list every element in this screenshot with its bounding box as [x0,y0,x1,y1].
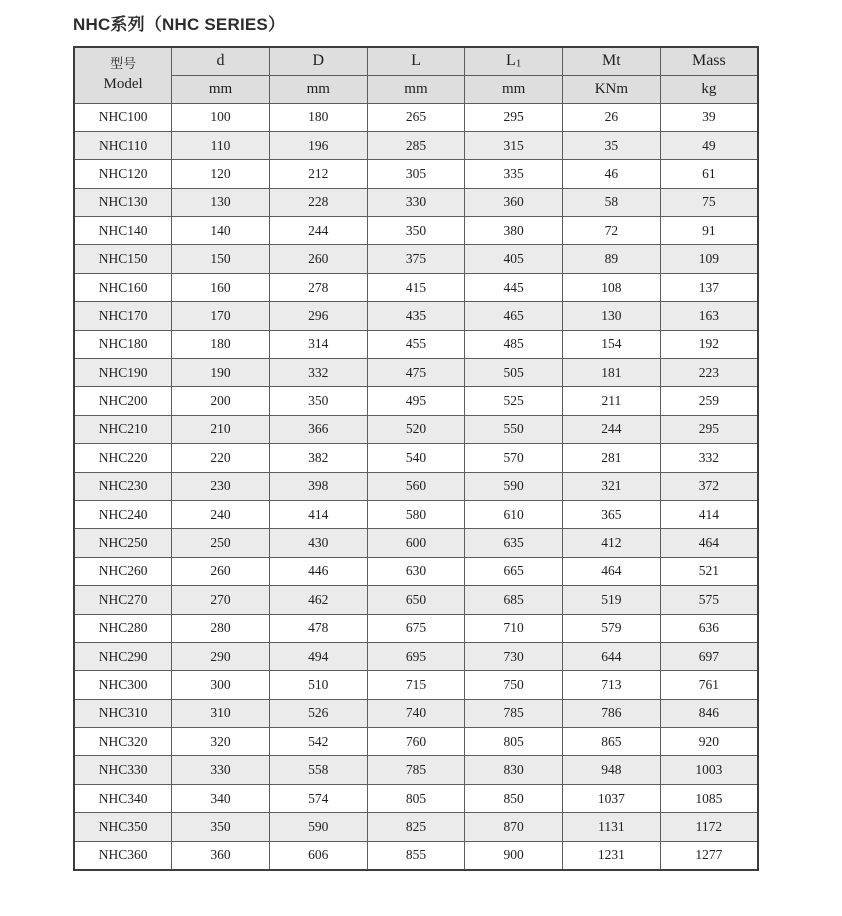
header-col-label: D [312,52,325,70]
model-cell: NHC300 [74,671,172,699]
value-cell: 382 [269,444,367,472]
value-cell: 635 [465,529,563,557]
value-cell: 110 [172,131,270,159]
header-col-label: d [216,52,225,70]
value-cell: 494 [269,642,367,670]
value-cell: 61 [660,160,758,188]
header-col-d [172,47,270,75]
table-row [74,841,758,869]
model-cell: NHC240 [74,500,172,528]
value-cell: 350 [172,813,270,841]
value-cell: 900 [465,841,563,869]
value-cell: 1131 [563,813,661,841]
table-row [74,586,758,614]
value-cell: 108 [563,273,661,301]
model-cell: NHC330 [74,756,172,784]
value-cell: 580 [367,500,465,528]
value-cell: 846 [660,699,758,727]
value-cell: 335 [465,160,563,188]
value-cell: 805 [465,728,563,756]
value-cell: 130 [172,188,270,216]
header-col-label: L [411,52,421,70]
header-col-mass [660,47,758,75]
model-cell: NHC130 [74,188,172,216]
value-cell: 280 [172,614,270,642]
table-row [74,444,758,472]
value-cell: 685 [465,586,563,614]
value-cell: 320 [172,728,270,756]
value-cell: 600 [367,529,465,557]
model-cell: NHC190 [74,359,172,387]
value-cell: 265 [367,103,465,131]
nhc-spec-table [73,46,759,871]
value-cell: 1085 [660,784,758,812]
table-row [74,245,758,273]
model-cell: NHC350 [74,813,172,841]
value-cell: 785 [465,699,563,727]
value-cell: 644 [563,642,661,670]
value-cell: 321 [563,472,661,500]
value-cell: 332 [269,359,367,387]
model-cell: NHC320 [74,728,172,756]
value-cell: 154 [563,330,661,358]
table-row [74,302,758,330]
value-cell: 278 [269,273,367,301]
value-cell: 855 [367,841,465,869]
value-cell: 606 [269,841,367,869]
value-cell: 244 [563,415,661,443]
value-cell: 305 [367,160,465,188]
value-cell: 244 [269,217,367,245]
table-row [74,557,758,585]
header-col-label: Mass [691,52,726,70]
value-cell: 786 [563,699,661,727]
model-cell: NHC250 [74,529,172,557]
value-cell: 695 [367,642,465,670]
header-col-label: L [506,52,516,70]
value-cell: 570 [465,444,563,472]
table-row [74,330,758,358]
table-row [74,784,758,812]
value-cell: 380 [465,217,563,245]
value-cell: 360 [465,188,563,216]
value-cell: 360 [172,841,270,869]
model-cell: NHC170 [74,302,172,330]
value-cell: 464 [563,557,661,585]
value-cell: 575 [660,586,758,614]
table-row [74,188,758,216]
value-cell: 1172 [660,813,758,841]
header-unit-l1: mm [465,75,563,103]
value-cell: 109 [660,245,758,273]
value-cell: 1003 [660,756,758,784]
value-cell: 446 [269,557,367,585]
table-row [74,387,758,415]
value-cell: 270 [172,586,270,614]
value-cell: 715 [367,671,465,699]
value-cell: 462 [269,586,367,614]
value-cell: 332 [660,444,758,472]
value-cell: 120 [172,160,270,188]
value-cell: 196 [269,131,367,159]
value-cell: 314 [269,330,367,358]
value-cell: 180 [269,103,367,131]
value-cell: 100 [172,103,270,131]
value-cell: 285 [367,131,465,159]
value-cell: 230 [172,472,270,500]
table-row [74,103,758,131]
value-cell: 250 [172,529,270,557]
value-cell: 574 [269,784,367,812]
value-cell: 761 [660,671,758,699]
value-cell: 290 [172,642,270,670]
value-cell: 281 [563,444,661,472]
value-cell: 730 [465,642,563,670]
value-cell: 260 [269,245,367,273]
value-cell: 805 [367,784,465,812]
model-cell: NHC210 [74,415,172,443]
model-cell: NHC110 [74,131,172,159]
value-cell: 521 [660,557,758,585]
value-cell: 211 [563,387,661,415]
table-row [74,415,758,443]
table-header [74,47,758,103]
value-cell: 330 [367,188,465,216]
value-cell: 590 [269,813,367,841]
value-cell: 150 [172,245,270,273]
header-model-cn: 型号 [110,55,137,71]
value-cell: 455 [367,330,465,358]
value-cell: 650 [367,586,465,614]
value-cell: 550 [465,415,563,443]
value-cell: 948 [563,756,661,784]
value-cell: 1037 [563,784,661,812]
value-cell: 414 [269,500,367,528]
value-cell: 560 [367,472,465,500]
header-col-subscript: 1 [515,57,522,70]
value-cell: 181 [563,359,661,387]
value-cell: 542 [269,728,367,756]
value-cell: 1277 [660,841,758,869]
value-cell: 850 [465,784,563,812]
table-row [74,529,758,557]
value-cell: 240 [172,500,270,528]
header-unit-l: mm [367,75,465,103]
value-cell: 485 [465,330,563,358]
table-row [74,671,758,699]
value-cell: 365 [563,500,661,528]
value-cell: 228 [269,188,367,216]
value-cell: 300 [172,671,270,699]
value-cell: 920 [660,728,758,756]
value-cell: 192 [660,330,758,358]
header-model [74,47,172,103]
value-cell: 415 [367,273,465,301]
value-cell: 340 [172,784,270,812]
value-cell: 89 [563,245,661,273]
model-cell: NHC100 [74,103,172,131]
table-row [74,131,758,159]
value-cell: 430 [269,529,367,557]
value-cell: 190 [172,359,270,387]
value-cell: 665 [465,557,563,585]
table-row [74,756,758,784]
model-cell: NHC120 [74,160,172,188]
value-cell: 697 [660,642,758,670]
value-cell: 525 [465,387,563,415]
value-cell: 310 [172,699,270,727]
value-cell: 26 [563,103,661,131]
model-cell: NHC160 [74,273,172,301]
value-cell: 39 [660,103,758,131]
model-cell: NHC360 [74,841,172,869]
value-cell: 760 [367,728,465,756]
value-cell: 610 [465,500,563,528]
value-cell: 465 [465,302,563,330]
value-cell: 740 [367,699,465,727]
value-cell: 49 [660,131,758,159]
value-cell: 505 [465,359,563,387]
value-cell: 350 [367,217,465,245]
value-cell: 520 [367,415,465,443]
header-unit-d: mm [269,75,367,103]
model-cell: NHC140 [74,217,172,245]
value-cell: 260 [172,557,270,585]
value-cell: 445 [465,273,563,301]
table-row [74,728,758,756]
value-cell: 75 [660,188,758,216]
value-cell: 870 [465,813,563,841]
value-cell: 750 [465,671,563,699]
value-cell: 435 [367,302,465,330]
value-cell: 558 [269,756,367,784]
model-cell: NHC260 [74,557,172,585]
table-row [74,217,758,245]
value-cell: 295 [660,415,758,443]
value-cell: 713 [563,671,661,699]
value-cell: 170 [172,302,270,330]
value-cell: 220 [172,444,270,472]
value-cell: 91 [660,217,758,245]
header-col-label: Mt [602,52,621,70]
value-cell: 865 [563,728,661,756]
model-cell: NHC270 [74,586,172,614]
table-row [74,699,758,727]
table-row [74,359,758,387]
header-unit-mt: KNm [563,75,661,103]
header-names-row [74,47,758,75]
value-cell: 366 [269,415,367,443]
table-row [74,614,758,642]
value-cell: 710 [465,614,563,642]
value-cell: 414 [660,500,758,528]
value-cell: 296 [269,302,367,330]
value-cell: 372 [660,472,758,500]
model-cell: NHC340 [74,784,172,812]
model-cell: NHC180 [74,330,172,358]
model-cell: NHC230 [74,472,172,500]
page-title: NHC系列（NHC SERIES） [73,15,286,34]
value-cell: 1231 [563,841,661,869]
table-row [74,500,758,528]
value-cell: 405 [465,245,563,273]
value-cell: 295 [465,103,563,131]
header-col-l1 [465,47,563,75]
value-cell: 72 [563,217,661,245]
value-cell: 163 [660,302,758,330]
table-row [74,472,758,500]
model-cell: NHC220 [74,444,172,472]
model-cell: NHC200 [74,387,172,415]
value-cell: 180 [172,330,270,358]
value-cell: 636 [660,614,758,642]
value-cell: 259 [660,387,758,415]
value-cell: 330 [172,756,270,784]
value-cell: 46 [563,160,661,188]
model-cell: NHC290 [74,642,172,670]
value-cell: 675 [367,614,465,642]
table-row [74,813,758,841]
model-cell: NHC280 [74,614,172,642]
value-cell: 350 [269,387,367,415]
value-cell: 212 [269,160,367,188]
value-cell: 510 [269,671,367,699]
value-cell: 200 [172,387,270,415]
value-cell: 315 [465,131,563,159]
model-cell: NHC310 [74,699,172,727]
value-cell: 475 [367,359,465,387]
value-cell: 398 [269,472,367,500]
table-body [74,103,758,870]
value-cell: 825 [367,813,465,841]
header-col-l [367,47,465,75]
value-cell: 130 [563,302,661,330]
table-row [74,642,758,670]
value-cell: 526 [269,699,367,727]
value-cell: 579 [563,614,661,642]
value-cell: 223 [660,359,758,387]
value-cell: 464 [660,529,758,557]
value-cell: 519 [563,586,661,614]
value-cell: 210 [172,415,270,443]
header-unit-d: mm [172,75,270,103]
header-col-mt [563,47,661,75]
value-cell: 590 [465,472,563,500]
value-cell: 478 [269,614,367,642]
header-model-en: Model [103,75,143,92]
value-cell: 495 [367,387,465,415]
value-cell: 830 [465,756,563,784]
header-unit-mass: kg [660,75,758,103]
value-cell: 137 [660,273,758,301]
value-cell: 160 [172,273,270,301]
value-cell: 540 [367,444,465,472]
model-cell: NHC150 [74,245,172,273]
table-row [74,160,758,188]
value-cell: 630 [367,557,465,585]
header-col-d [269,47,367,75]
value-cell: 58 [563,188,661,216]
value-cell: 412 [563,529,661,557]
value-cell: 375 [367,245,465,273]
value-cell: 785 [367,756,465,784]
header-units-row [74,75,758,103]
table-row [74,273,758,301]
value-cell: 140 [172,217,270,245]
value-cell: 35 [563,131,661,159]
